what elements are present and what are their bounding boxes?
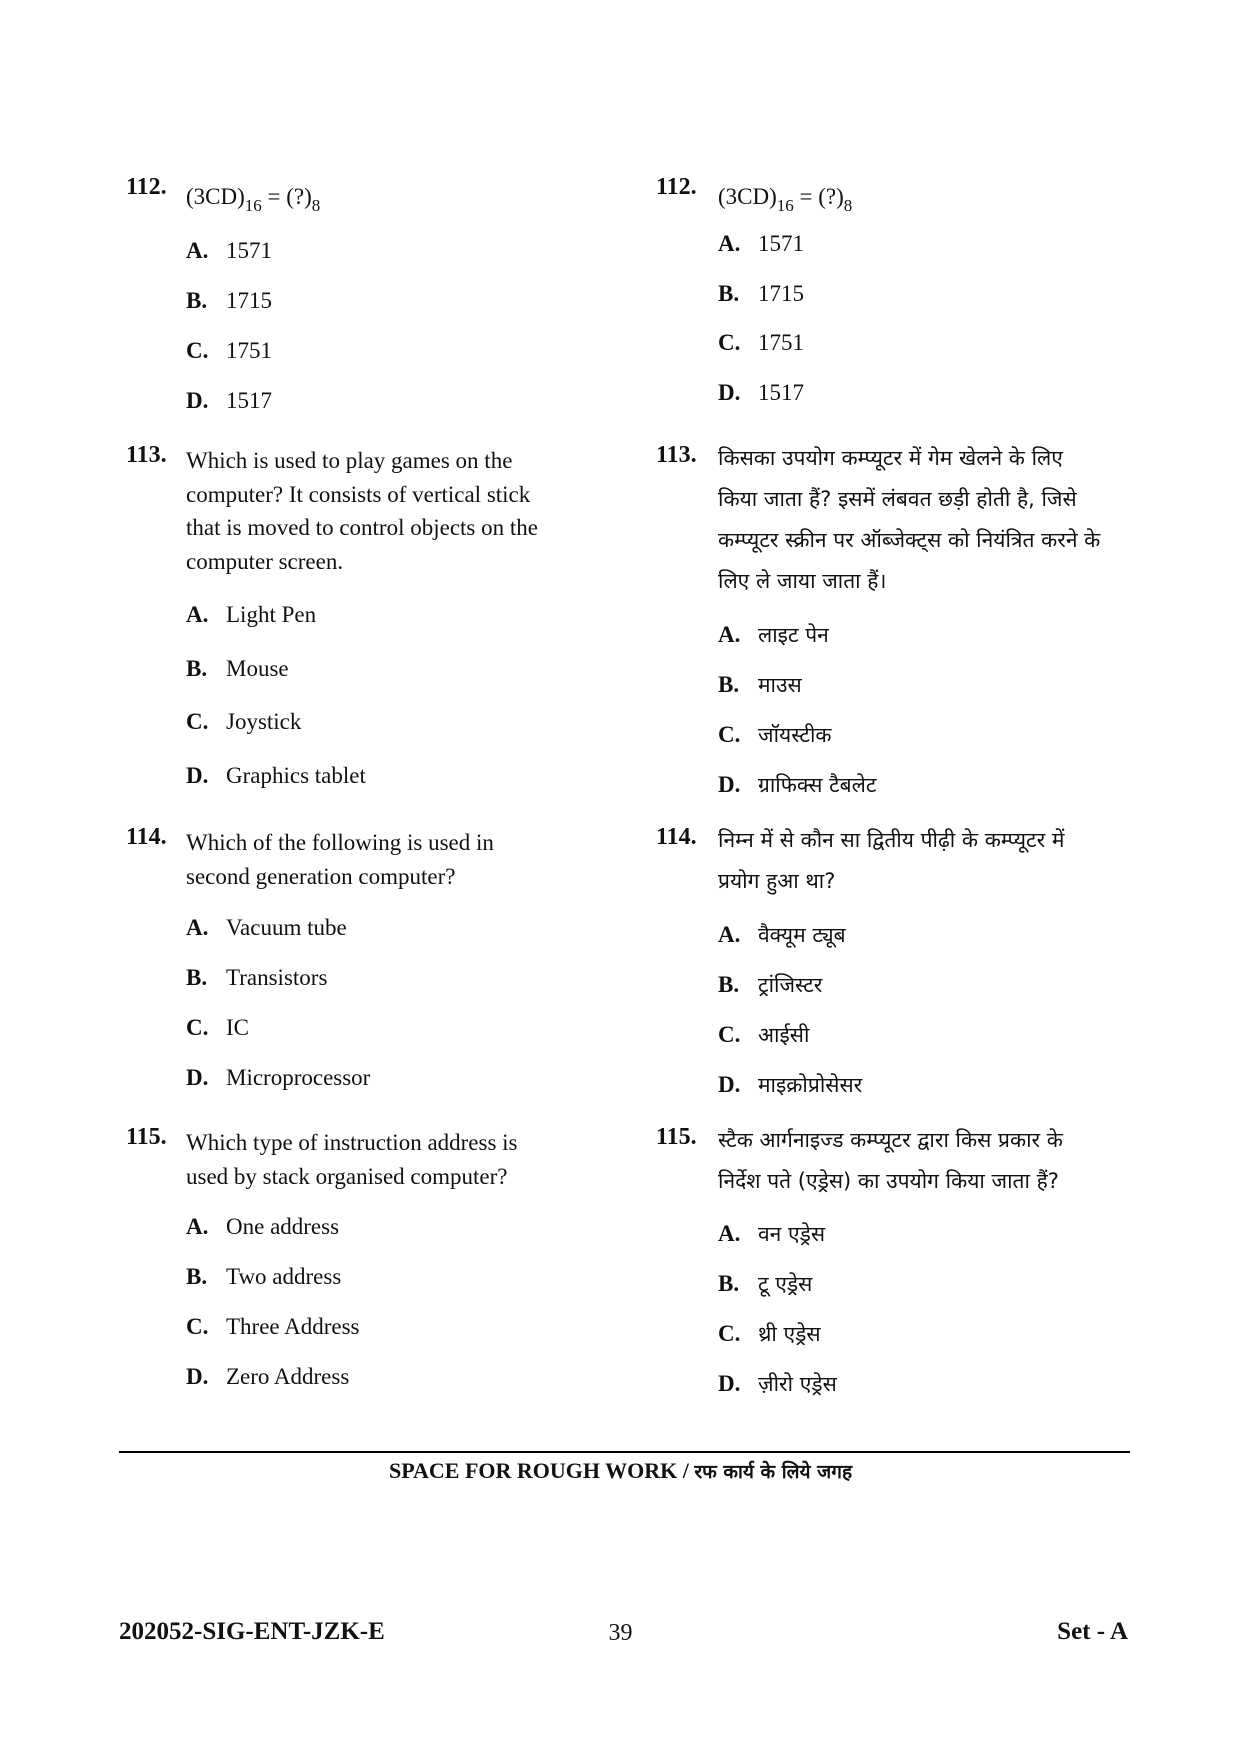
question-number: 113. [656,442,697,468]
rough-work-label: SPACE FOR ROUGH WORK / रफ कार्य के लिये जगह [388,1458,853,1483]
option-c: C. Joystick [186,709,302,734]
option-a: A. 1571 [718,231,804,256]
option-b: B. Transistors [186,965,328,990]
question-number: 115. [126,1124,167,1150]
option-a: A. Vacuum tube [186,915,347,940]
option-b: B. 1715 [718,281,804,306]
option-c: C. जॉयस्टीक [718,722,832,747]
option-b: B. ट्रांजिस्टर [718,972,823,997]
option-a: A. लाइट पेन [718,622,829,647]
option-c: C. 1751 [718,330,804,355]
option-d: D. ज़ीरो एड्रेस [718,1371,837,1396]
paper-code: 202052-SIG-ENT-JZK-E [119,1618,385,1645]
question-text: $(3CD)_{16}$ = $(?)_8$ [718,184,853,215]
option-d: D. ग्राफिक्स टैबलेट [718,772,877,797]
question-text: निम्न में से कौन सा द्वितीय पीढ़ी के कम्प्यूटर में प्रयोग हुआ था? [718,828,1065,893]
question-number: 115. [656,1124,697,1150]
option-c: C. IC [186,1015,249,1040]
option-c: C. 1751 [186,338,272,363]
question-text: किसका उपयोग कम्प्यूटर में गेम खेलने के लिए किया जाता हैं? इसमें लंबवत छड़ी होती है, जिसे कम्प्यूटर स्क्रीन पर ऑब्जेक्ट्स को नियंत्रित करने के लिए ले जाया जाता हैं। [718,446,1101,593]
question-number: 114. [656,824,697,850]
question-number: 113. [126,442,167,468]
question-text: Which is used to play games on the computer? It consists of vertical stick that is moved to control objects on the computer screen. [186,448,538,574]
option-b: B. 1715 [186,288,272,313]
question-number: 114. [126,824,167,850]
option-a: A. वन एड्रेस [718,1221,826,1246]
page-number: 39 [608,1620,633,1646]
option-c: C. आईसी [718,1022,810,1047]
question-text: स्टैक आर्गनाइज्ड कम्प्यूटर द्वारा किस प्रकार के निर्देश पते (एड्रेस) का उपयोग किया जाता हैं? [718,1128,1063,1193]
option-b: B. Mouse [186,656,289,681]
option-a: A. Light Pen [186,602,317,627]
option-d: D. माइक्रोप्रोसेसर [718,1072,863,1097]
option-d: D. 1517 [718,380,804,405]
question-text: Which of the following is used in second generation computer? [186,830,494,889]
option-d: D. Graphics tablet [186,763,366,788]
option-a: A. वैक्यूम ट्यूब [718,922,846,947]
option-d: D. 1517 [186,388,272,413]
option-c: C. Three Address [186,1314,360,1339]
option-a: A. 1571 [186,238,272,263]
option-d: D. Zero Address [186,1364,350,1389]
option-b: B. Two address [186,1264,342,1289]
question-number: 112. [126,174,167,200]
option-c: C. थ्री एड्रेस [718,1321,821,1346]
option-b: B. माउस [718,672,802,697]
question-text: $(3CD)_{16}$ = $(?)_8$ [186,184,321,215]
set-label: Set - A [1057,1618,1128,1645]
rough-work-divider [119,1451,1130,1453]
question-number: 112. [656,174,697,200]
option-d: D. Microprocessor [186,1065,371,1090]
option-a: A. One address [186,1214,340,1239]
question-text: Which type of instruction address is used by stack organised computer? [186,1130,518,1189]
option-b: B. टू एड्रेस [718,1271,813,1296]
